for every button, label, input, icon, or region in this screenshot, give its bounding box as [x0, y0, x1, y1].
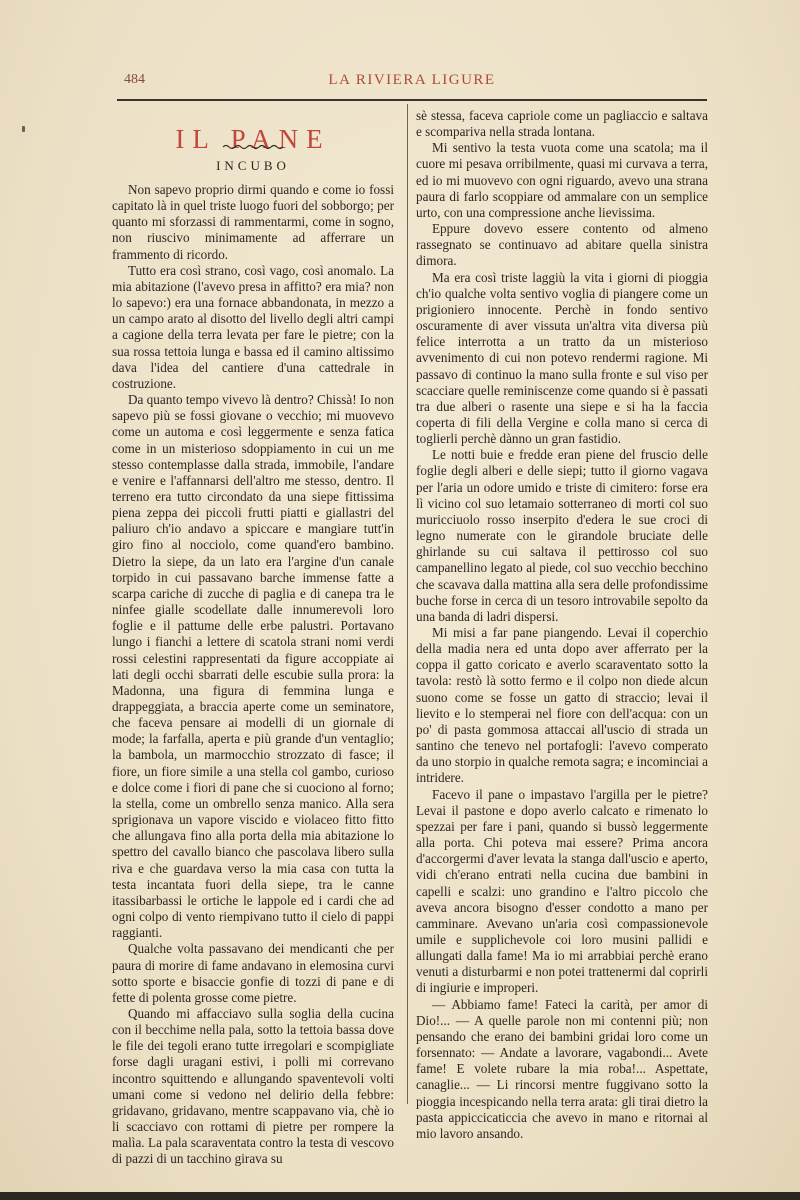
- running-header: [118, 70, 706, 92]
- paragraph: Non sapevo proprio dirmi quando e come io fossi capitato là in quel triste luogo fuori del sobborgo; per quanto mi sforzassi di rammentarmi, come in sogno, non riuscivo minimamente ad afferrare un frammento di ricordo.: [112, 182, 394, 262]
- margin-mark: [22, 126, 25, 132]
- paragraph: Da quanto tempo vivevo là dentro? Chissà! Io non sapevo più se fossi giovane o vecchio; mi muovevo come un automa e così leggermente e senza fatica come in un misterioso sdoppiamento in cui un me stesso contemplasse dalla strada, immobile, l'andare e venire e l'affannarsi dell'altro me stesso, dentro. Il terreno era tutto circondato da una siepe fittissima piena zeppa dei piccoli frutti piatti e giallastri del paliuro ch'io andavo a spiccare e mangiare tutt'in giro fino al nocciolo, come quand'ero bambino. Dietro la siepe, da un lato era l'argine d'un canale torpido in cui passavano barche immense fatte a scarpa cariche di zucche di paglia e di canepa tra le ninfee gialle scodellate dalle innumerevoli loro foglie e il pattume delle erbe palustri. Portavano lungo i fianchi a lettere di scatola strani nomi verdi rossi celestini rappresentati da figure accoppiate ai lati degli occhi sbarrati delle escubie sulla prora: la Madonna, una figura di femmina lunga e drappeggiata, a braccia aperte come un seminatore, che faceva pensare ai modelli di un giornale di mode; la farfalla, aperta e più grande d'un ventaglio; la bambola, un marmocchio strozzato di fasce; il fiore, un fiore simile a una stella col gambo, curioso e dolce come i fiori di pane che si cuociono al forno; la stella, come un ombrello senza manico. Alla sera sprigionava un vapore viscido e violaceo fitto fitto che allungava fino alla porta della mia abitazione lo spettro del cavallo bianco che pascolava libero sulla riva e che guardava verso la mia casa con tutta la testa incantata fuori della siepe, tra le canne itassibarbassi le ortiche le lappole ed i cardi che ad ogni colpo di vento riempivano tutto il cielo di pappi raggianti.: [112, 392, 394, 941]
- page-number: 484: [124, 72, 145, 87]
- article-title: IL PANE: [175, 124, 331, 155]
- paragraph: Quando mi affacciavo sulla soglia della cucina con il becchime nella pala, sotto la tettoia bassa dove le file dei tegoli erano tutte irregolari e scompigliate forse dagli uragani estivi, i polli mi correvano incontro squittendo e allungando spaventevoli volti umani come si vedono nel delirio della febbre: gridavano, gridavano, mentre scappavano via, chè io li scacciavo con rottami di pietre per rompere la malìa. La pala scaraventata contro la testa di vescovo di pazzi di un tacchino girava su: [112, 1005, 394, 1167]
- paragraph: Mi misi a far pane piangendo. Levai il coperchio della madia nera ed unta dopo aver afferrato per la coppa il gatto coricato e averlo scaraventato sotto la tavola: restò là sotto fermo e il colpo non diede alcun suono come se fosse un gatto di straccio; levai il lievito e lo stemperai nel fiore con dell'acqua: con un po' di pasta gommosa attaccai all'uscio di strada un santino che tenevo nel portafogli: l'avevo comperato da uno storpio in qualche remota sagra; e incominciai a intridere.: [416, 625, 708, 786]
- paragraph: Tutto era così strano, così vago, così anomalo. La mia abitazione (l'avevo presa in affitto? era mia? non lo sapevo:) era una fornace abbandonata, in mezzo a un campo arato al disotto del livello degli altri campi a cagione della terra levata per fare le pietre; con la sua rossa tettoia lunga e bassa ed il camino altissimo dava l'idea del cantiere d'una cattedrale in costruzione.: [112, 262, 394, 391]
- left-column: [112, 182, 394, 1168]
- column-rule: [407, 104, 408, 1104]
- right-column: [416, 108, 708, 1142]
- header-rule: [117, 99, 707, 101]
- paragraph: Le notti buie e fredde eran piene del fruscio delle foglie degli alberi e delle siepi; tutto il giorno vagava per l'aria un odore umido e triste di cimitero: forse era lì vicino col suo letamaio sotterraneo di morti col suo muricciuolo rosso inserpito d'edera le sue croci di legno numerate con le girandole bruciate delle ghirlande su cui saltava il pettirosso col suo campanellino legato al piede, col suo vecchio becchino che scavava dalla mattina alla sera delle profondissime buche forse in cerca di un tesoro introvabile sepolto da una banda di ladri dispersi.: [416, 447, 708, 624]
- paragraph: Eppure dovevo essere contento od almeno rassegnato se continuavo ad abitare quella sinistra dimora.: [416, 221, 708, 269]
- paragraph: sè stessa, faceva capriole come un pagliaccio e saltava e scompariva nella strada lontana.: [416, 108, 708, 140]
- title-ornament: [222, 143, 284, 151]
- article-subtitle: INCUBO: [216, 158, 290, 173]
- page-bottom-edge: [0, 1192, 800, 1200]
- running-title: LA RIVIERA LIGURE: [328, 72, 496, 88]
- paragraph: Qualche volta passavano dei mendicanti che per paura di morire di fame andavano in elemosina curvi sotto sporte e bisaccie gonfie di tozzi di pane e di fette di polenta grosse come pietre.: [112, 941, 394, 1005]
- paragraph: Facevo il pane o impastavo l'argilla per le pietre? Levai il pastone e dopo averlo calcato e rimenato lo spezzai per fare i pani, quando si bussò leggermente alla porta. Chi poteva mai essere? Prima ancora d'accorgermi d'aver levata la stanga dall'uscio e aperto, vidi ch'erano entrati nella cucina due bambini in capelli e scalzi: uno grandino e l'altro piccolo che aveva ancora bisogno d'esser condotto a mano per camminare. Avevano un'aria così compassionevole umile e supplichevole coi loro musini pallidi e allungati dalla fame! Ma io mi arrabbiai perchè erano venuti a disturbarmi e non potei trattenermi dal coprirli di ingiurie e improperi.: [416, 786, 708, 996]
- paragraph: Ma era così triste laggiù la vita i giorni di pioggia ch'io qualche volta sentivo voglia di piangere come un prigioniero innocente. Perchè in fondo sentivo oscuramente di aver vissuta un'altra vita diversa più felice interrotta a un tratto da un misterioso avvenimento di cui non potevo rendermi ragione. Mi passavo di continuo la mano sulla fronte e sul viso per scacciare quelle reminiscenze come quando si è passati tra due alberi o rasente una siepe e si ha la faccia coperta di fili della Vergine e colla mano si cerca di toglierli perchè dànno un gran fastidio.: [416, 269, 708, 447]
- paragraph: Mi sentivo la testa vuota come una scatola; ma il cuore mi pesava orribilmente, quasi mi curvava a terra, ed io mi muovevo con ogni riguardo, avevo una strana paura di farlo scoppiare od ammalare con un semplice urto, con una compressione anche lievissima.: [416, 140, 708, 220]
- paragraph: — Abbiamo fame! Fateci la carità, per amor di Dio!... — A quelle parole non mi contenni più; non pensando che erano dei bambini gridai loro come un forsennato: — Andate a lavorare, vagabondi... Avete fame! E volete rubare la mia roba!... Aspettate, canaglie... — Li rincorsi mentre fuggivano sotto la pioggia incespicando nella terra arata: gli tirai dietro la pasta appiccicaticcia che avevo in mano e ritornai al mio lavoro ansando.: [416, 996, 708, 1141]
